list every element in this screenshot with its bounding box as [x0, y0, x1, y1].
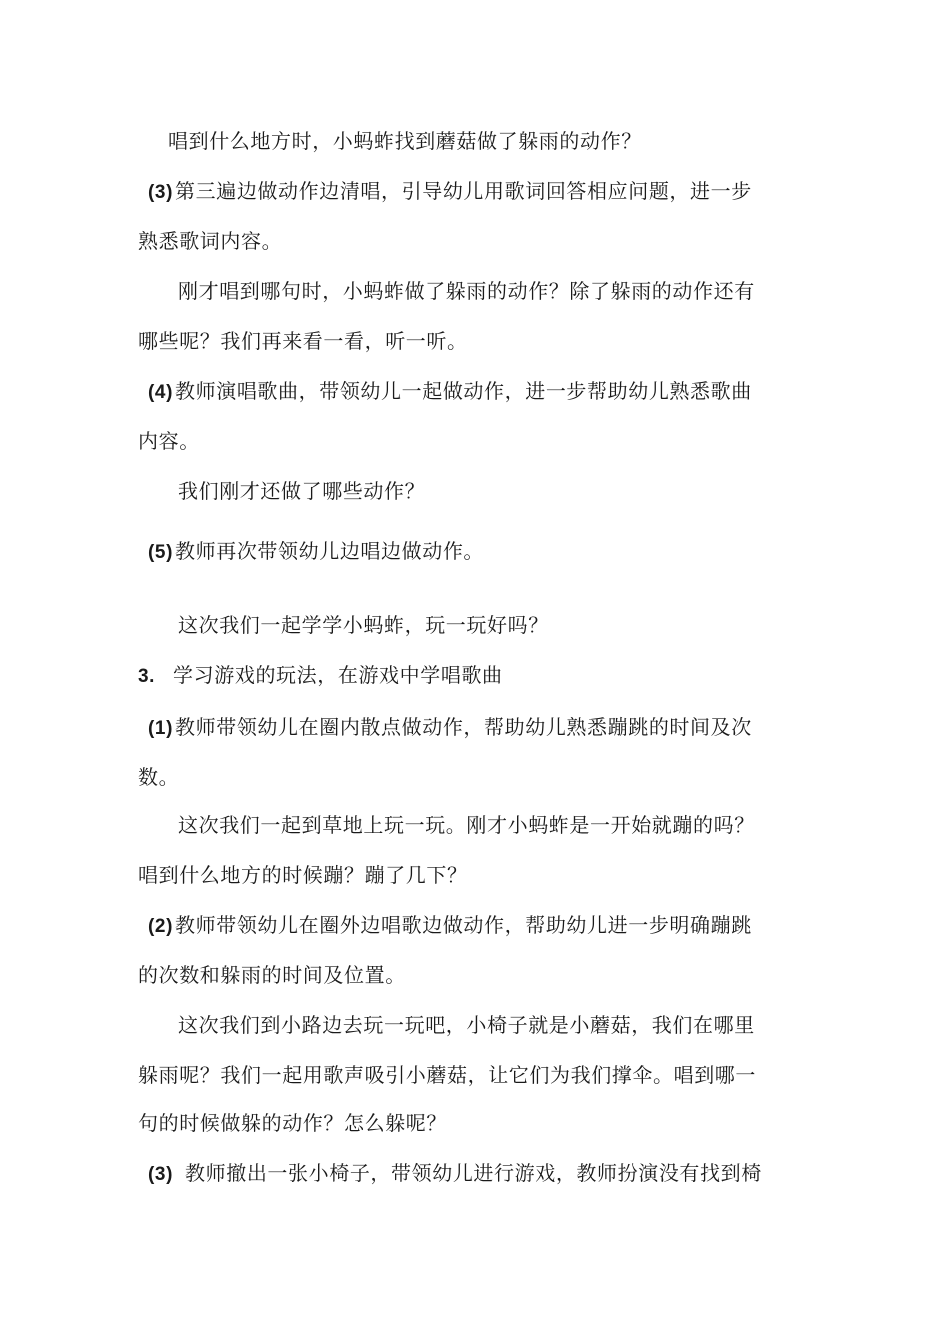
- text-line: [178, 612, 549, 638]
- item-number: (5): [148, 542, 174, 563]
- text-line: [178, 278, 755, 304]
- line-text: 数。: [138, 765, 180, 789]
- item-number: (2): [148, 916, 174, 937]
- line-text: 这次我们到小路边去玩一玩吧，小椅子就是小蘑菇，我们在哪里: [178, 1013, 755, 1037]
- text-line: [178, 478, 425, 504]
- line-text: 这次我们一起学学小蚂蚱，玩一玩好吗？: [178, 613, 549, 637]
- line-text: 教师撤出一张小椅子，带领幼儿进行游戏，教师扮演没有找到椅: [185, 1161, 762, 1185]
- text-line: [148, 912, 752, 940]
- line-text: 学习游戏的玩法，在游戏中学唱歌曲: [173, 663, 503, 687]
- text-line: [138, 428, 200, 454]
- line-text: 熟悉歌词内容。: [138, 229, 283, 253]
- text-line: [178, 1012, 755, 1038]
- text-line: [138, 328, 468, 354]
- section-number: 3.: [138, 666, 156, 687]
- item-number: (4): [148, 382, 174, 403]
- line-text: 唱到什么地方的时候蹦？蹦了几下？: [138, 863, 468, 887]
- text-line: [148, 714, 752, 742]
- item-number: (1): [148, 718, 174, 739]
- line-text: 唱到什么地方时，小蚂蚱找到蘑菇做了躲雨的动作？: [168, 129, 642, 153]
- text-line: [138, 962, 406, 988]
- text-line: [138, 228, 282, 254]
- text-line: [178, 812, 755, 838]
- line-text: 第三遍边做动作边清唱，引导幼儿用歌词回答相应问题，进一步: [175, 179, 752, 203]
- item-number: (3): [148, 182, 174, 203]
- line-text: 教师带领幼儿在圈内散点做动作，帮助幼儿熟悉蹦跳的时间及次: [175, 715, 752, 739]
- item-number: (3): [148, 1164, 174, 1185]
- text-line: [148, 538, 484, 566]
- text-line: [148, 178, 752, 206]
- text-line: [138, 1062, 756, 1088]
- text-line: [138, 1110, 447, 1136]
- line-text: 教师带领幼儿在圈外边唱歌边做动作，帮助幼儿进一步明确蹦跳: [175, 913, 752, 937]
- text-line: [138, 862, 468, 888]
- line-text: 我们刚才还做了哪些动作？: [178, 479, 426, 503]
- line-text: 刚才唱到哪句时，小蚂蚱做了躲雨的动作？除了躲雨的动作还有: [178, 279, 755, 303]
- line-text: 教师演唱歌曲，带领幼儿一起做动作，进一步帮助幼儿熟悉歌曲: [175, 379, 752, 403]
- text-line: [148, 1160, 762, 1188]
- line-text: 的次数和躲雨的时间及位置。: [138, 963, 406, 987]
- line-text: 这次我们一起到草地上玩一玩。刚才小蚂蚱是一开始就蹦的吗？: [178, 813, 755, 837]
- section-heading: [138, 662, 503, 690]
- line-text: 教师再次带领幼儿边唱边做动作。: [175, 539, 485, 563]
- line-text: 哪些呢？我们再来看一看，听一听。: [138, 329, 468, 353]
- text-line: [148, 378, 752, 406]
- line-text: 内容。: [138, 429, 200, 453]
- text-line: [138, 764, 179, 790]
- line-text: 躲雨呢？我们一起用歌声吸引小蘑菇，让它们为我们撑伞。唱到哪一: [138, 1063, 756, 1087]
- text-line: [168, 128, 642, 154]
- line-text: 句的时候做躲的动作？怎么躲呢？: [138, 1111, 447, 1135]
